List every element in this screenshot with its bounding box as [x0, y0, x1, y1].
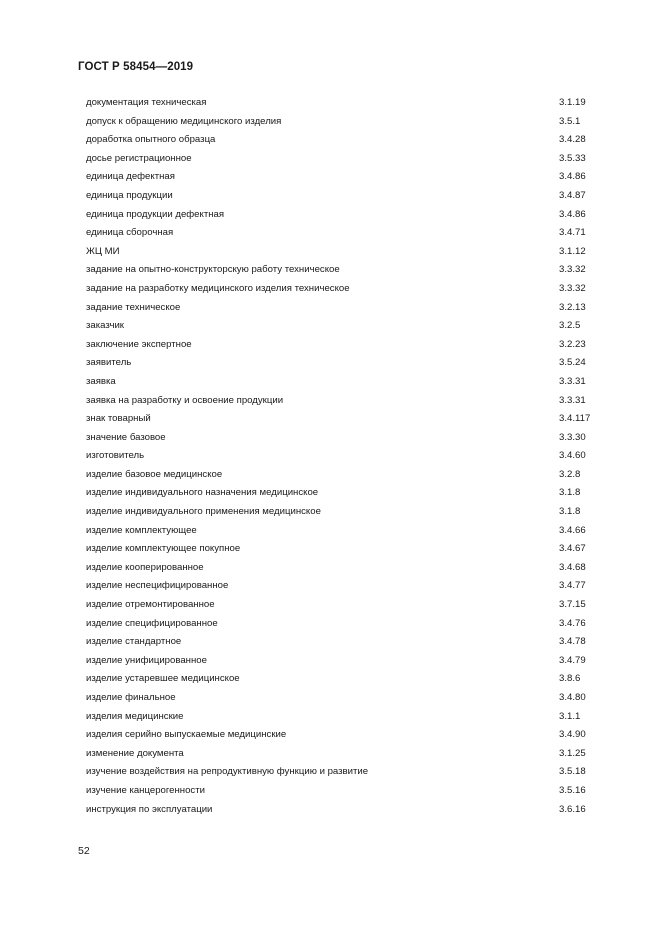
term-index-list: [86, 96, 606, 821]
index-entry: [86, 672, 606, 691]
index-entry: [86, 803, 606, 822]
index-entry: [86, 635, 606, 654]
index-term: доработка опытного образца: [86, 134, 216, 146]
index-term: документация техническая: [86, 97, 207, 108]
index-entry: [86, 152, 606, 171]
index-reference: 3.4.87: [559, 189, 586, 201]
index-term: задание техническое: [86, 301, 181, 313]
index-entry: [86, 170, 606, 189]
index-entry: [86, 375, 606, 394]
index-reference: 3.4.80: [559, 692, 586, 703]
index-term: знак товарный: [86, 413, 151, 425]
index-term: ЖЦ МИ: [86, 245, 120, 257]
index-entry: [86, 654, 606, 673]
index-term: изделие базовое медицинское: [86, 468, 223, 480]
index-reference: 3.4.78: [559, 636, 586, 648]
index-entry: [86, 189, 606, 208]
index-reference: 3.4.71: [559, 227, 586, 239]
index-term: единица сборочная: [86, 227, 174, 239]
index-term: единица продукции дефектная: [86, 208, 225, 220]
index-term: изделие индивидуального назначения медицинское: [86, 487, 319, 499]
index-reference: 3.6.16: [559, 803, 586, 815]
index-entry: [86, 226, 606, 245]
index-entry: [86, 468, 606, 487]
index-term: изделие кооперированное: [86, 561, 204, 573]
index-term: изменение документа: [86, 747, 184, 759]
index-term: изделие унифицированное: [86, 654, 207, 666]
index-reference: 3.2.5: [559, 320, 581, 332]
index-entry: [86, 561, 606, 580]
index-entry: [86, 747, 606, 766]
index-reference: 3.4.77: [559, 580, 586, 592]
index-reference: 3.4.117: [559, 413, 591, 425]
index-term: заявка: [86, 375, 116, 387]
index-term: изделия серийно выпускаемые медицинские: [86, 729, 287, 741]
index-entry: [86, 431, 606, 450]
index-reference: 3.1.1: [559, 710, 581, 722]
index-reference: 3.4.67: [559, 543, 586, 555]
index-entry: [86, 338, 606, 357]
index-reference: 3.3.31: [559, 394, 586, 406]
index-reference: 3.5.18: [559, 766, 586, 778]
index-entry: [86, 208, 606, 227]
index-term: изделие комплектующее покупное: [86, 543, 241, 555]
index-entry: [86, 282, 606, 301]
index-reference: 3.2.23: [559, 338, 586, 350]
index-entry: [86, 617, 606, 636]
index-term: изучение канцерогенности: [86, 784, 205, 796]
index-entry: [86, 542, 606, 561]
index-entry: [86, 486, 606, 505]
index-entry: [86, 505, 606, 524]
index-reference: 3.4.86: [559, 208, 586, 220]
index-term: досье регистрационное: [86, 152, 192, 164]
index-entry: [86, 263, 606, 282]
index-reference: 3.7.15: [559, 599, 586, 611]
index-reference: 3.1.12: [559, 245, 586, 257]
index-entry: [86, 710, 606, 729]
index-reference: 3.8.6: [559, 673, 581, 685]
index-reference: 3.5.16: [559, 784, 586, 796]
index-entry: [86, 245, 606, 264]
index-entry: [86, 319, 606, 338]
index-reference: 3.2.8: [559, 468, 581, 480]
index-term: изделие стандартное: [86, 636, 182, 648]
index-reference: 3.3.32: [559, 282, 586, 294]
index-term: изделия медицинские: [86, 710, 184, 722]
index-term: инструкция по эксплуатации: [86, 803, 213, 815]
index-term: изделие отремонтированное: [86, 599, 215, 611]
index-term: задание на разработку медицинского изделия техническое: [86, 282, 350, 294]
index-term: изделие неспецифицированное: [86, 580, 229, 592]
index-entry: [86, 133, 606, 152]
index-reference: 3.4.86: [559, 171, 586, 183]
index-reference: 3.4.90: [559, 729, 586, 741]
index-entry: [86, 96, 606, 115]
index-reference: 3.4.66: [559, 524, 586, 536]
index-reference: 3.4.76: [559, 617, 586, 629]
index-entry: [86, 784, 606, 803]
index-entry: [86, 728, 606, 747]
index-entry: [86, 115, 606, 134]
index-reference: 3.4.68: [559, 561, 586, 573]
index-entry: [86, 394, 606, 413]
index-reference: 3.3.31: [559, 375, 586, 387]
index-term: заявка на разработку и освоение продукции: [86, 394, 284, 406]
index-reference: 3.4.60: [559, 450, 586, 462]
index-term: изделие индивидуального применения медицинское: [86, 506, 321, 518]
index-entry: [86, 598, 606, 617]
document-header: ГОСТ Р 58454—2019: [78, 61, 194, 73]
index-reference: 3.4.79: [559, 654, 586, 666]
index-reference: 3.2.13: [559, 301, 586, 313]
index-term: изделие специфицированное: [86, 617, 218, 629]
index-entry: [86, 765, 606, 784]
index-reference: 3.1.8: [559, 506, 581, 518]
index-entry: [86, 356, 606, 375]
index-term: задание на опытно-конструкторскую работу техническое: [86, 264, 340, 276]
index-term: единица продукции: [86, 189, 173, 201]
index-entry: [86, 579, 606, 598]
index-term: изделие устаревшее медицинское: [86, 673, 240, 685]
index-term: изделие финальное: [86, 692, 176, 703]
index-reference: 3.5.24: [559, 357, 586, 369]
index-term: заявитель: [86, 357, 132, 369]
page-number: 52: [78, 845, 90, 857]
index-reference: 3.3.32: [559, 264, 586, 276]
index-term: значение базовое: [86, 431, 166, 443]
index-entry: [86, 691, 606, 710]
index-term: изделие комплектующее: [86, 524, 197, 536]
index-reference: 3.3.30: [559, 431, 586, 443]
index-entry: [86, 412, 606, 431]
index-entry: [86, 301, 606, 320]
index-reference: 3.5.1: [559, 115, 581, 127]
index-reference: 3.1.8: [559, 487, 581, 499]
index-reference: 3.1.25: [559, 747, 586, 759]
index-term: изготовитель: [86, 450, 145, 462]
index-reference: 3.4.28: [559, 134, 586, 146]
index-entry: [86, 524, 606, 543]
index-term: изучение воздействия на репродуктивную функцию и развитие: [86, 766, 369, 778]
index-term: допуск к обращению медицинского изделия: [86, 115, 282, 127]
index-term: заказчик: [86, 320, 125, 332]
index-reference: 3.5.33: [559, 152, 586, 164]
index-term: единица дефектная: [86, 171, 175, 183]
index-term: заключение экспертное: [86, 338, 192, 350]
index-entry: [86, 449, 606, 468]
index-reference: 3.1.19: [559, 97, 586, 108]
